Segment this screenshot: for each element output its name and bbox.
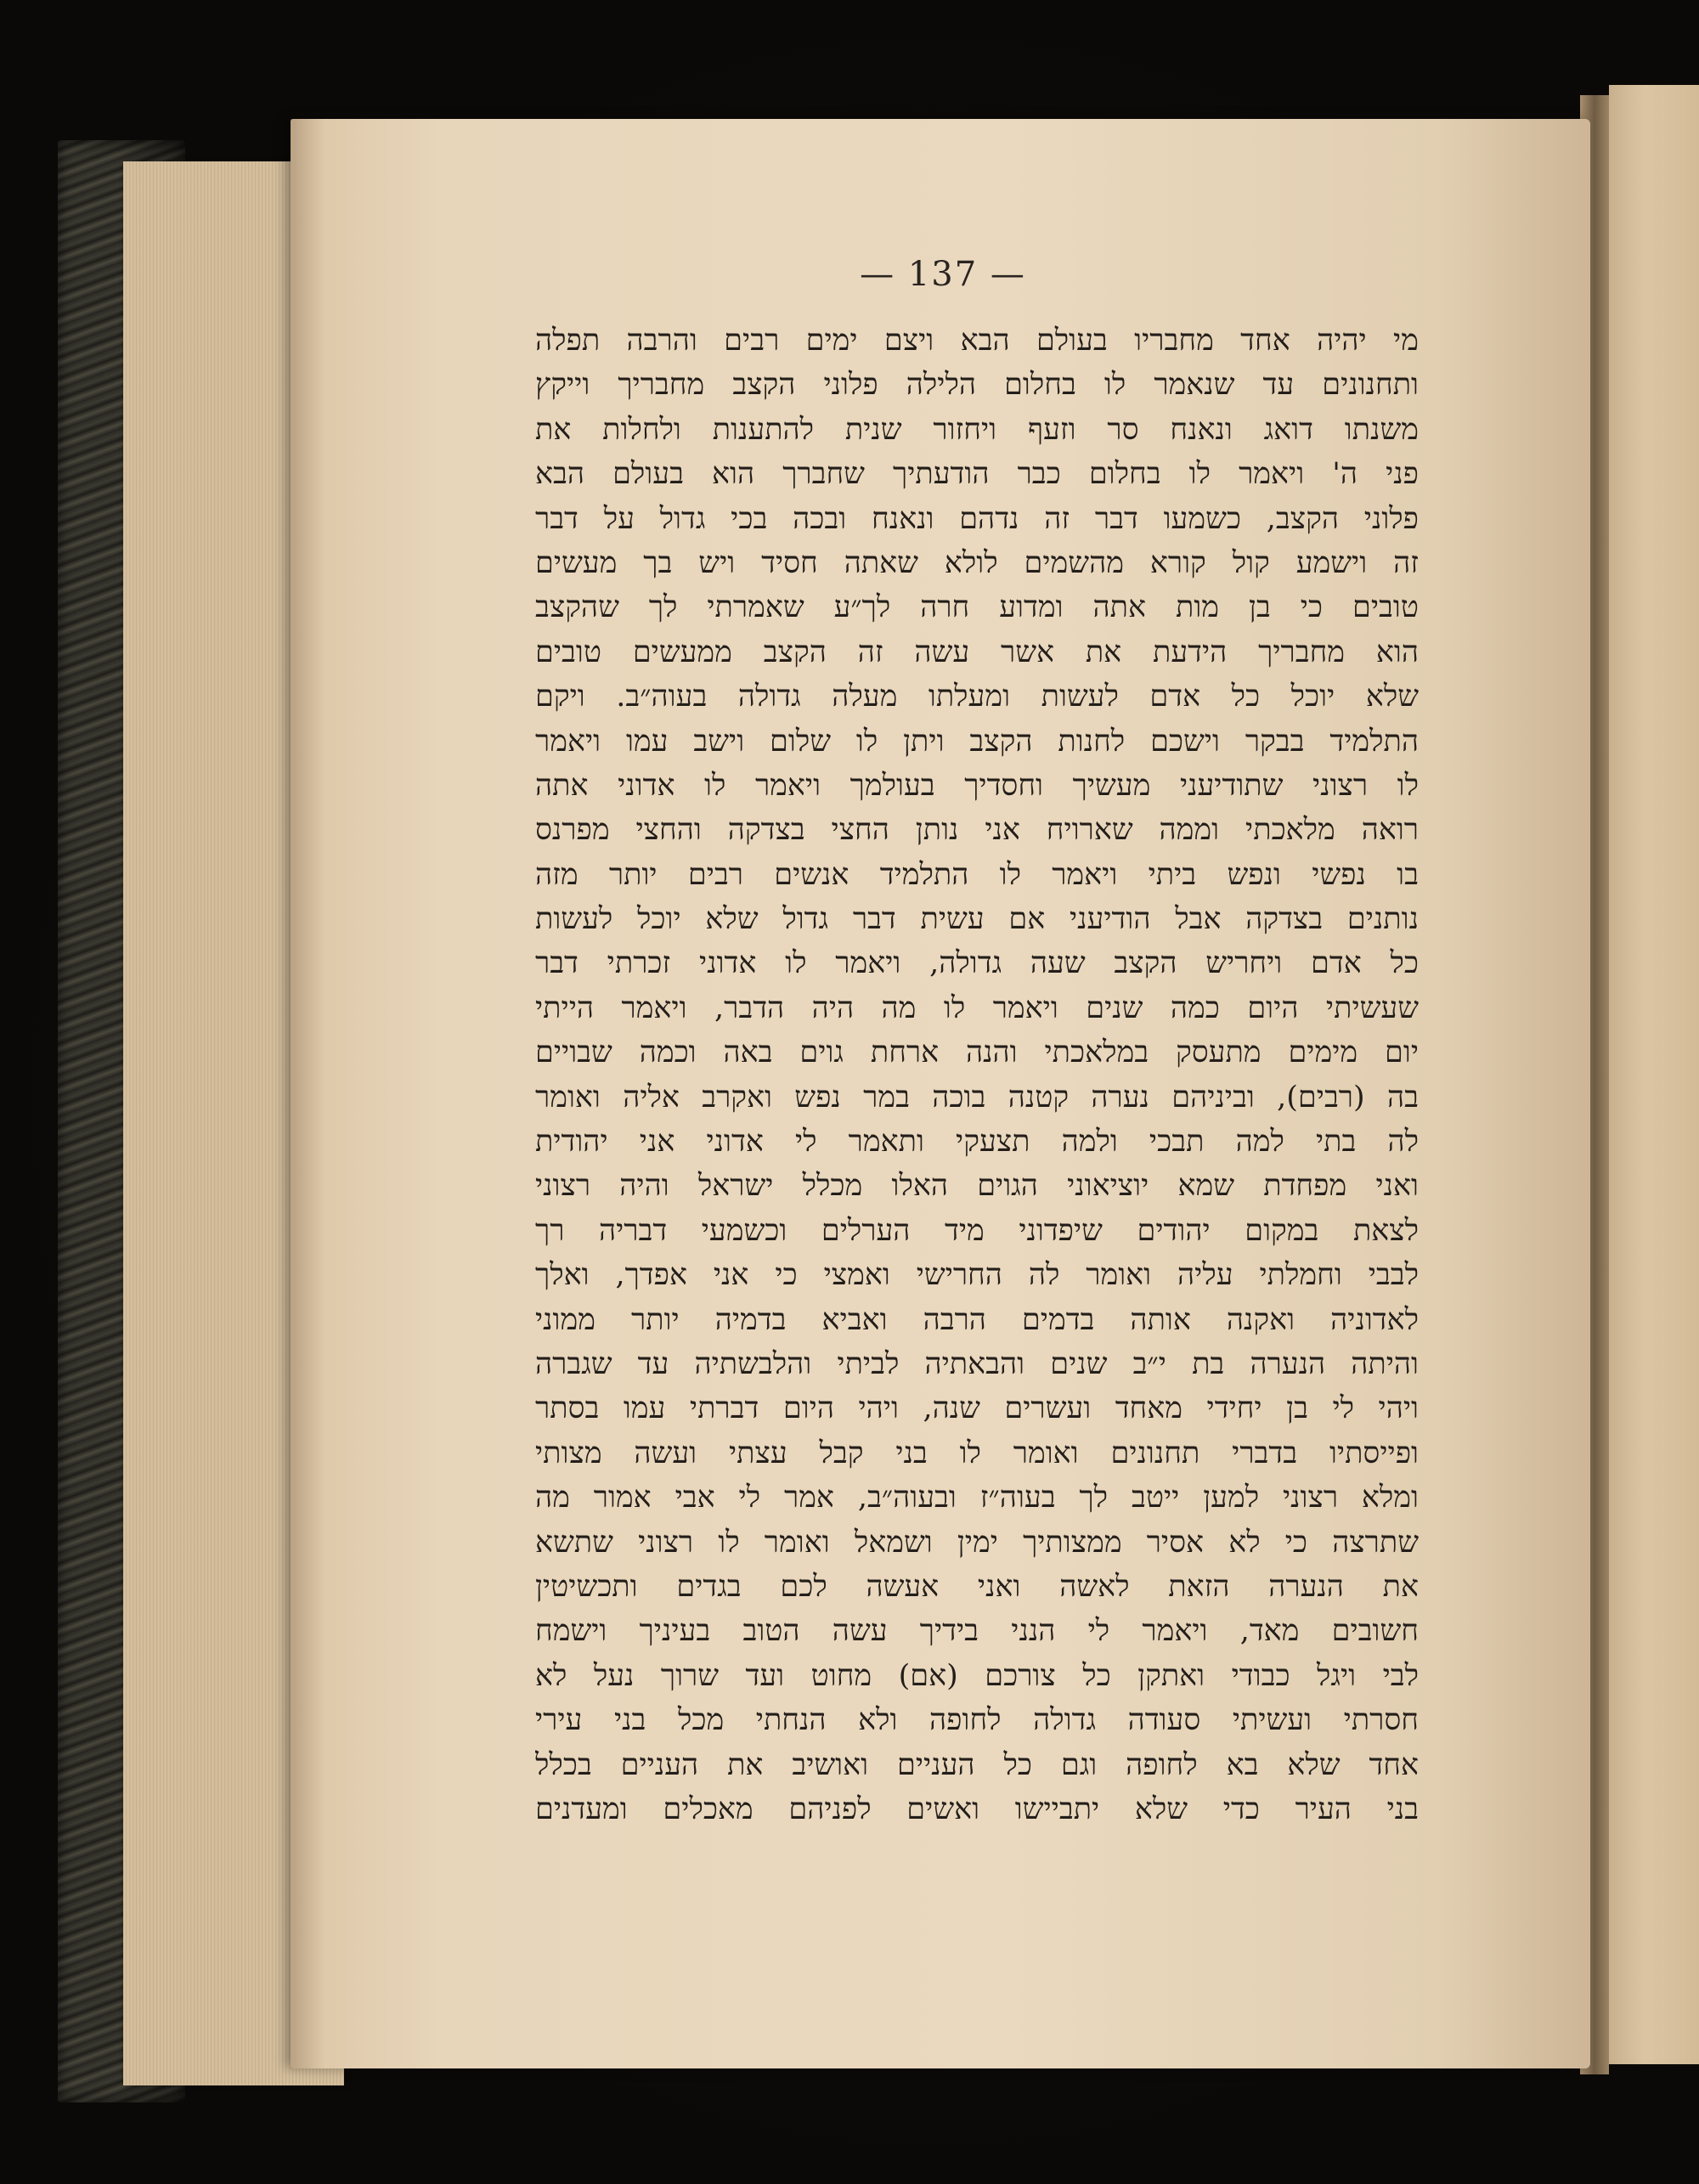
text-line: ופייסתיו בדברי תחנונים ואומר לו בני קבל עצתי ועשה מצותי bbox=[535, 1436, 1419, 1470]
text-line: בה (רבים), וביניהם נערה קטנה בוכה במר נפש ואקרב אליה ואומר bbox=[535, 1080, 1419, 1115]
text-line: חשובים מאד, ויאמר לי הנני בידיך עשה הטוב בעיניך וישמח bbox=[535, 1614, 1419, 1649]
text-line: ומלא רצוני למען ייטב לך בעוה״ז ובעוה״ב, אמר לי אבי אמור מה bbox=[535, 1481, 1419, 1515]
text-line: לבבי וחמלתי עליה ואומר לה החרישי ואמצי כי אני אפדך, ואלך bbox=[535, 1258, 1419, 1293]
text-line: זה וישמע קול קורא מהשמים לולא שאתה חסיד ויש בך מעשים bbox=[535, 545, 1419, 580]
text-line: את הנערה הזאת לאשה ואני אעשה לכם בגדים ותכשיטין bbox=[535, 1569, 1419, 1604]
text-line: אחד שלא בא לחופה וגם כל העניים ואושיב את העניים בכלל bbox=[535, 1747, 1419, 1782]
text-line: הוא מחבריך הידעת את אשר עשה זה הקצב ממעשים טובים bbox=[535, 635, 1419, 669]
text-line: משנתו דואג ונאנח סר וזעף ויחזור שנית להתענות ולחלות את bbox=[535, 412, 1419, 447]
page-number: — 137 — bbox=[860, 255, 1026, 294]
text-line: בני העיר כדי שלא יתביישו ואשים לפניהם מאכלים ומעדנים bbox=[535, 1792, 1419, 1826]
text-line: לה בתי למה תבכי ולמה תצעקי ותאמר לי אדוני אני יהודית bbox=[535, 1125, 1419, 1160]
text-line: חסרתי ועשיתי סעודה גדולה לחופה ולא הנחתי מכל בני עירי bbox=[535, 1703, 1419, 1738]
text-line: לו רצוני שתודיעני מעשיך וחסדיך בעולמך ויאמר לו אדוני אתה bbox=[535, 768, 1419, 803]
text-line: התלמיד בבקר וישכם לחנות הקצב ויתן לו שלום וישב עמו ויאמר bbox=[535, 724, 1419, 759]
text-line: כל אדם ויחריש הקצב שעה גדולה, ויאמר לו אדוני זכרתי דבר bbox=[535, 946, 1419, 981]
text-line: לבי ויגל כבודי ואתקן כל צורכם (אם) מחוט ועד שרוך נעל לא bbox=[535, 1658, 1419, 1693]
text-line: ותחנונים עד שנאמר לו בחלום הלילה פלוני הקצב מחבריך וייקץ bbox=[535, 368, 1419, 403]
text-line: מי יהיה אחד מחבריו בעולם הבא ויצם ימים רבים והרבה תפלה bbox=[535, 324, 1419, 358]
facing-page-edge bbox=[1609, 85, 1699, 2064]
text-line: ויהי לי בן יחידי מאחד ועשרים שנה, ויהי היום דברתי עמו בסתר bbox=[535, 1391, 1419, 1426]
text-line: לצאת במקום יהודים שיפדוני מיד הערלים וכשמעי דבריה רך bbox=[535, 1213, 1419, 1248]
text-line: שעשיתי היום כמה שנים ויאמר לו מה היה הדבר, ויאמר הייתי bbox=[535, 990, 1419, 1025]
text-line: נותנים בצדקה אבל הודיעני אם עשית דבר גדול שלא יוכל לעשות bbox=[535, 902, 1419, 937]
text-line: פלוני הקצב, כשמעו דבר זה נדהם ונאנח ובכה בכי גדול על דבר bbox=[535, 501, 1419, 536]
text-line: יום מימים מתעסק במלאכתי והנה ארחת גוים באה וכמה שבויים bbox=[535, 1036, 1419, 1070]
text-line: והיתה הנערה בת י״ב שנים והבאתיה לביתי והלבשתיה עד שגברה bbox=[535, 1346, 1419, 1381]
text-line: שתרצה כי לא אסיר ממצותיך ימין ושמאל ואומר לו רצוני שתשא bbox=[535, 1525, 1419, 1560]
text-line: רואה מלאכתי וממה שארויח אני נותן החצי בצדקה והחצי מפרנס bbox=[535, 813, 1419, 848]
text-line: בו נפשי ונפש ביתי ויאמר לו התלמיד אנשים רבים יותר מזה bbox=[535, 857, 1419, 892]
text-line: טובים כי בן מות אתה ומדוע חרה לך״ע שאמרתי לך שהקצב bbox=[535, 590, 1419, 625]
text-line: לאדוניה ואקנה אותה בדמים הרבה ואביא בדמיה יותר ממוני bbox=[535, 1302, 1419, 1337]
text-line: ואני מפחדת שמא יוציאוני הגוים האלו מכלל ישראל והיה רצוני bbox=[535, 1169, 1419, 1204]
text-line: שלא יוכל כל אדם לעשות ומעלתו מעלה גדולה בעוה״ב. ויקם bbox=[535, 680, 1419, 714]
body-text bbox=[535, 319, 1419, 1831]
text-line: פני ה' ויאמר לו בחלום כבר הודעתיך שחברך הוא בעולם הבא bbox=[535, 457, 1419, 492]
